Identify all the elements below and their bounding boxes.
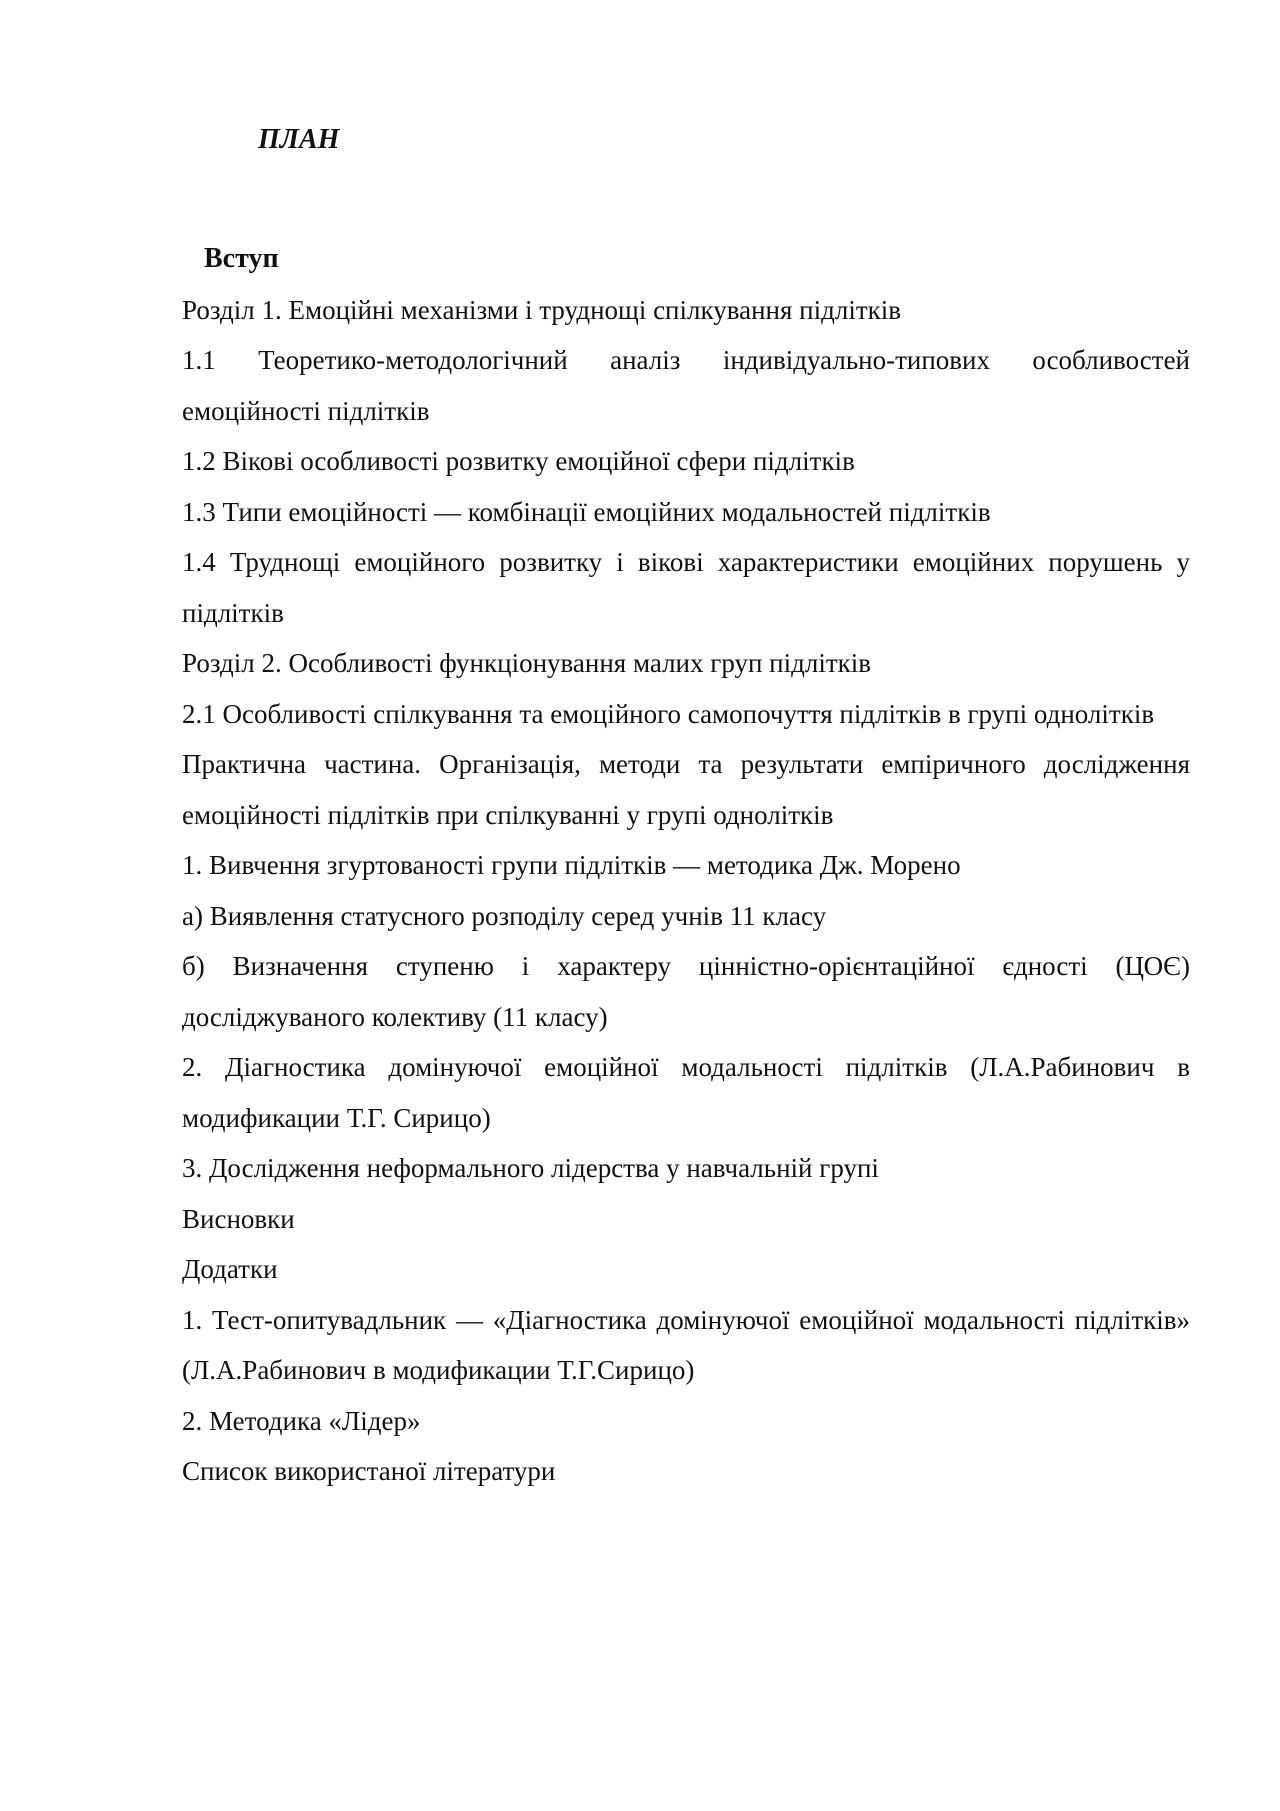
- toc-entry-1-1: 1.1 Теоретико-методологічний аналіз індивідуально-типових особливостей емоційності підлітків: [182, 345, 1190, 426]
- toc-entry-chapter-2: Розділ 2. Особливості функціонування малих груп підлітків: [182, 648, 872, 678]
- toc-entry-1-3: 1.3 Типи емоційності — комбінації емоційних модальностей підлітків: [182, 496, 991, 527]
- toc-entry-2-1: 2.1 Особливості спілкування та емоційного самопочуття підлітків в групі однолітків: [182, 698, 1155, 729]
- table-of-contents: [182, 234, 1190, 1497]
- toc-entry-practical-part: Практична частина. Організація, методи та результати емпіричного дослідження емоційності підлітків при спілкуванні у групі однолітків: [182, 749, 1190, 830]
- toc-entry-appendix-2: 2. Методика «Лідер»: [182, 1405, 421, 1436]
- toc-entry-intro: Вступ: [204, 243, 279, 274]
- toc-entry-appendix-1: 1. Тест-опитувадльник — «Діагностика домінуючої емоційної модальності підлітків» (Л.А.Рабинович в модификации Т.Г.Сирицо): [182, 1304, 1190, 1385]
- toc-entry-conclusions: Висновки: [182, 1203, 295, 1234]
- toc-entry-1-2: 1.2 Вікові особливості розвитку емоційної сфери підлітків: [182, 446, 855, 476]
- toc-entry-practical-2: 2. Діагностика домінуючої емоційної модальності підлітків (Л.А.Рабинович в модификации Т.Г. Сирицо): [182, 1052, 1190, 1133]
- toc-entry-appendices: Додатки: [182, 1254, 278, 1284]
- toc-entry-practical-1: 1. Вивчення згуртованості групи підлітків — методика Дж. Морено: [182, 850, 961, 880]
- toc-entry-references: Список використаної літератури: [182, 1456, 556, 1486]
- toc-entry-chapter-1: Розділ 1. Емоційні механізми і труднощі спілкування підлітків: [182, 294, 901, 325]
- toc-entry-practical-1a: а) Виявлення статусного розподілу серед учнів 11 класу: [182, 900, 827, 931]
- toc-entry-1-4: 1.4 Труднощі емоційного розвитку і вікові характеристики емоційних порушень у підлітків: [182, 547, 1190, 628]
- page-title: ПЛАН: [258, 124, 340, 155]
- toc-entry-practical-1b: б) Визначення ступеню і характеру ціннiстно-орієнтаційної єдності (ЦОЄ) досліджуваного колективу (11 класу): [182, 951, 1190, 1032]
- toc-entry-practical-3: 3. Дослідження неформального лідерства у навчальній групі: [182, 1153, 879, 1183]
